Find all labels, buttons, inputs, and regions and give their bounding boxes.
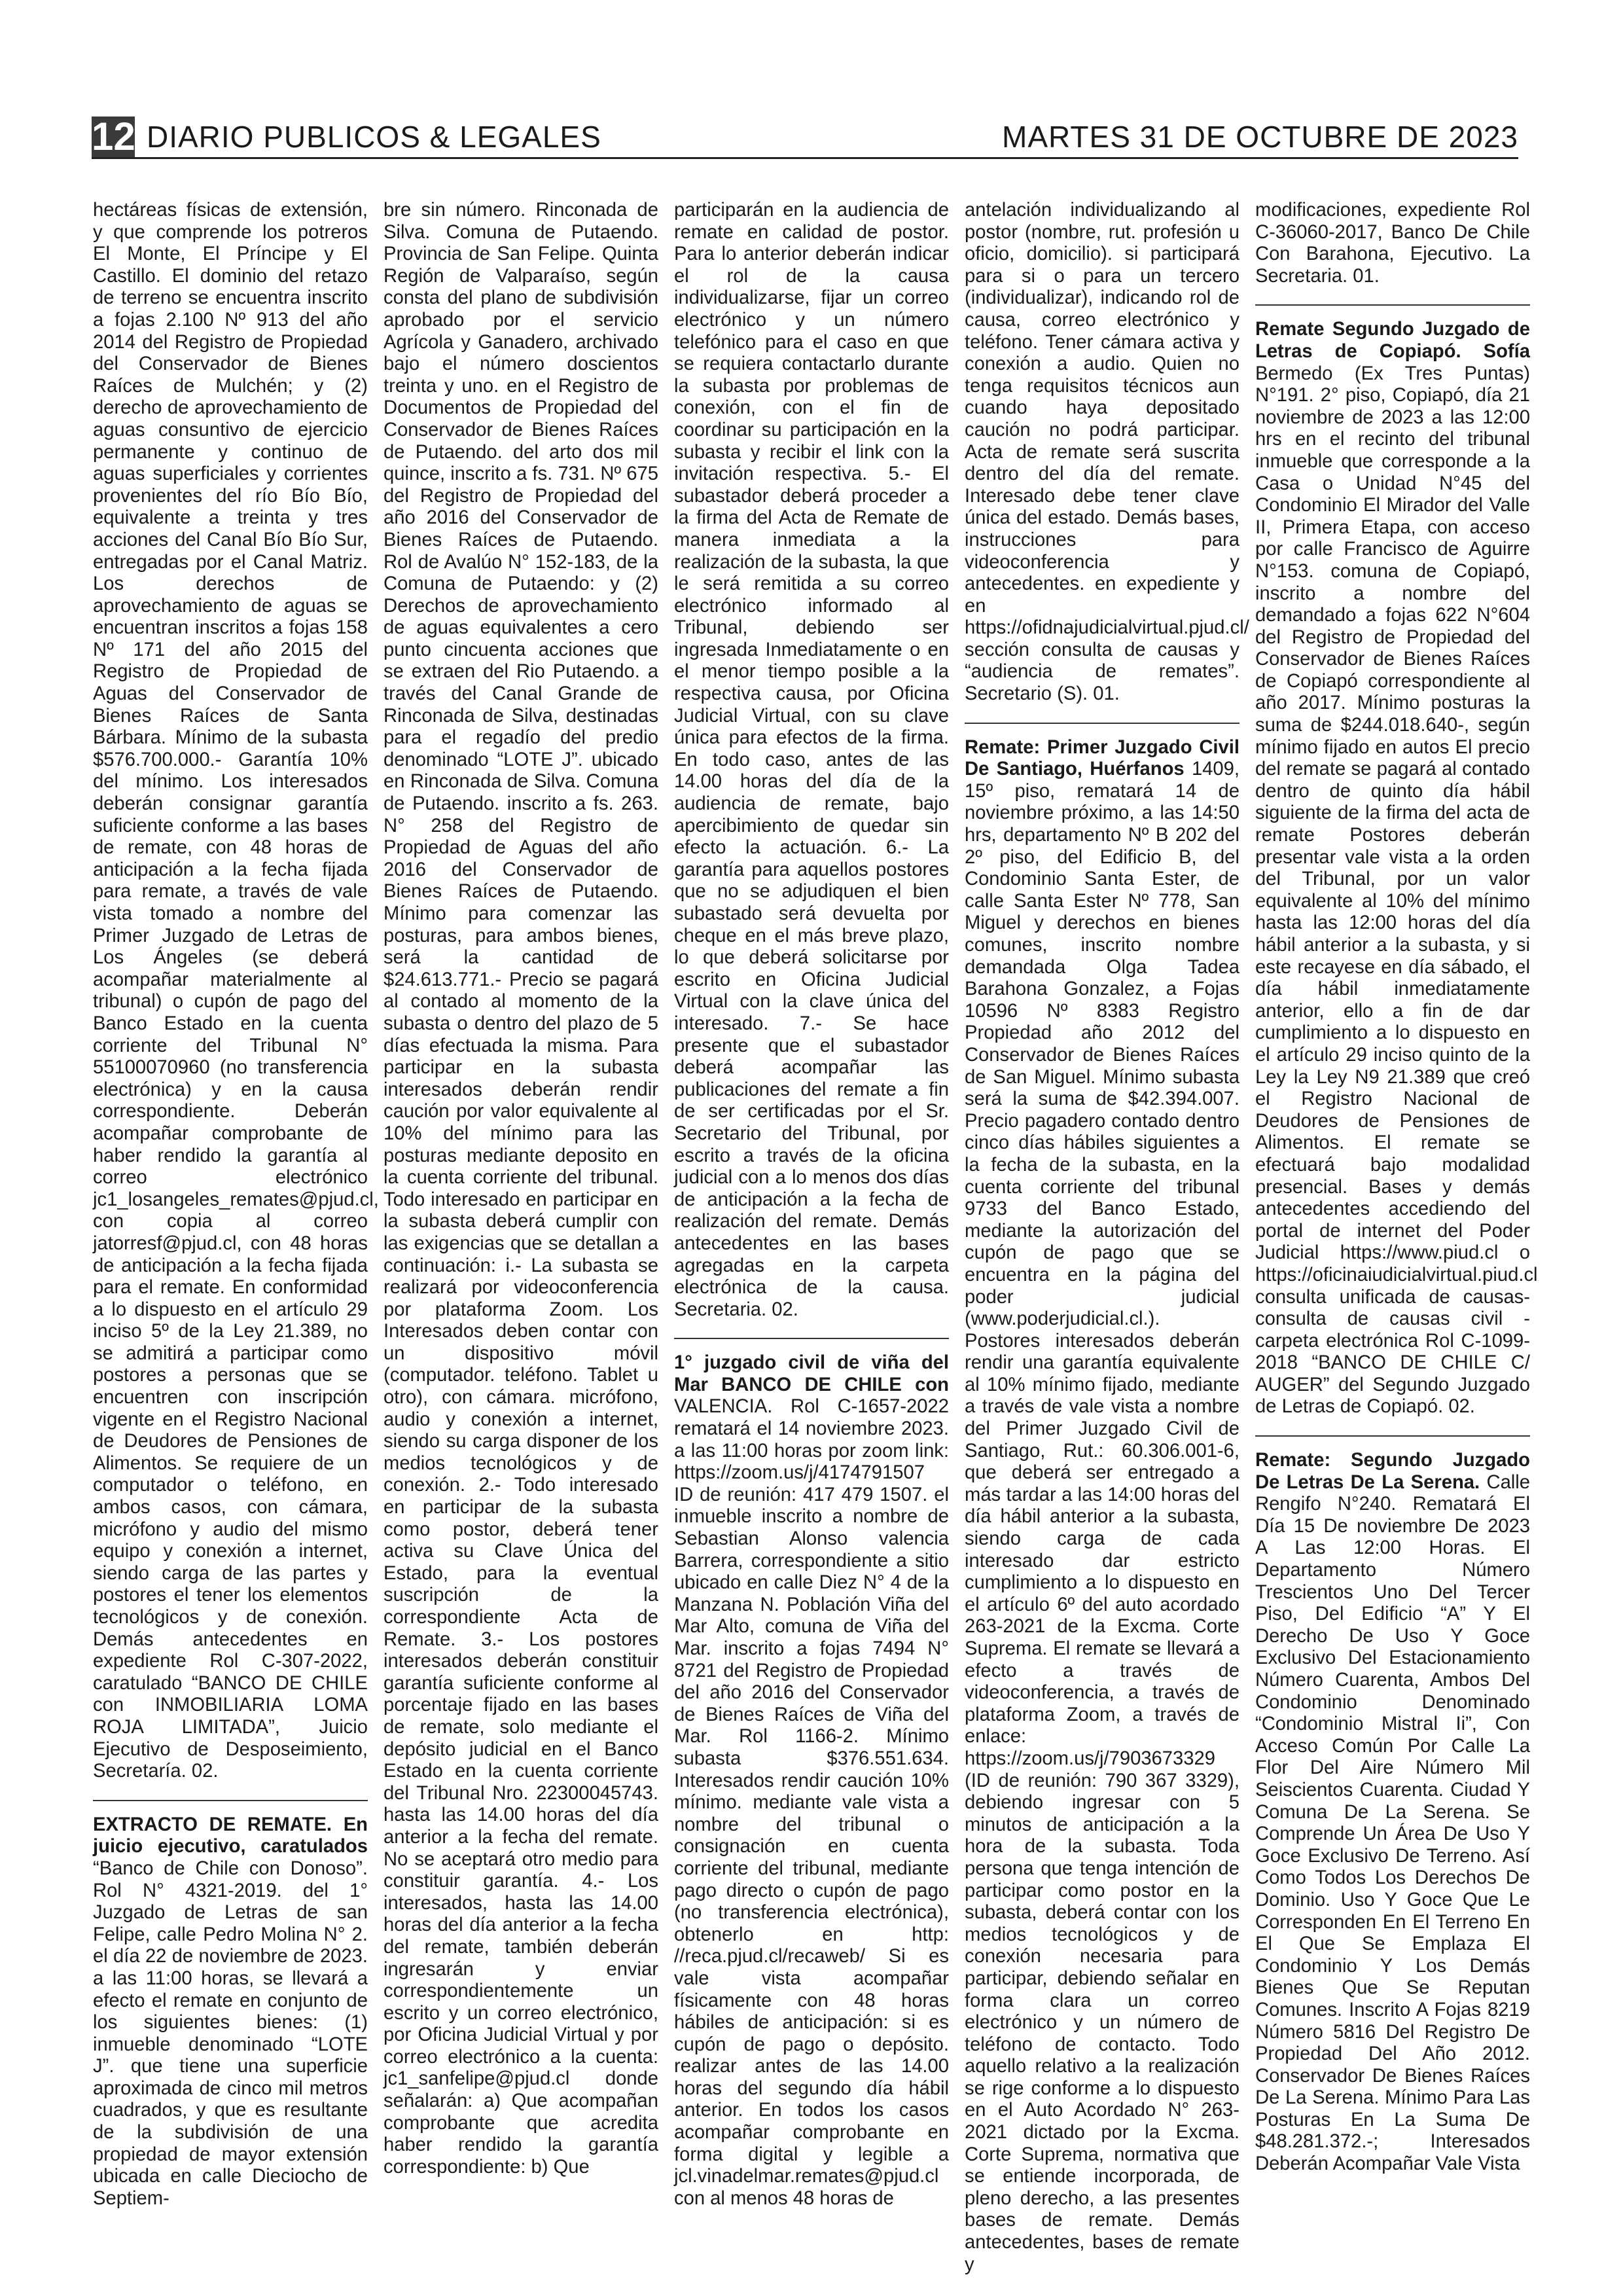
notice-text: bre sin número. Rinconada de Silva. Comuna de Putaendo. Provincia de San Felipe. Quinta Región de Valparaíso, según consta del plano de subdivisión aprobado por el servicio Agrícola y Ganadero, archivado bajo el número doscientos treinta y uno. en el Registro de Documentos de Propiedad del Conservador de Bienes Raíces de Putaendo. del arto dos mil quince, inscrito a fs. 731. Nº 675 del Registro de Propiedad del año 2016 del Conservador de Bienes Raíces de Putaendo. Rol de Avalúo N° 152-183, de la Comuna de Putaendo: y (2) Derechos de aprovechamiento de aguas equivalentes a cero punto cincuenta acciones que se extraen del Rio Putaendo. a través del Canal Grande de Rinconada de Silva, destinadas para el regadío del predio denominado “LOTE J”. ubicado en Rinconada de Silva. Comuna de Putaendo. inscrito a fs. 263. N° 258 del Registro de Propiedad de Aguas del año 2016 del Conservador de Bienes Raíces de Putaendo. Mínimo para comenzar las posturas, para ambos bienes, será la cantidad de $24.613.771.- Precio se pagará al contado al momento de la subasta o dentro del plazo de 5 días efectuada la misma. Para participar en la subasta interesados deberán rendir caución por valor equivalente al 10% del mínimo para las posturas mediante deposito en la cuenta corriente del tribunal. Todo interesado en participar en la subasta deberá cumplir con las exigencias que se detallan a continuación: i.- La subasta se realizará por videoconferencia por plataforma Zoom. Los Interesados deben contar con un dispositivo móvil (computador. teléfono. Tablet u otro), con cámara. micrófono, audio y conexión a internet, siendo su carga disponer de los medios tecnológicos y de conexión. 2.- Todo interesado en participar de la subasta como postor, deberá tener activa su Clave Única del Estado, para la eventual suscripción de la correspondiente Acta de Remate. 3.- Los postores interesados deberán constituir garantía suficiente conforme al porcentaje fijado en las bases de remate, solo mediante el depósito judicial en el Banco Estado en la cuenta corriente del Tribunal Nro. 22300045743. hasta las 14.00 horas del día anterior a la fecha del remate. No se aceptará otro medio para constituir garantía. 4.- Los interesados, hasta las 14.00 horas del día anterior a la fecha del remate, también deberán ingresarán y enviar correspondientemente un escrito y un correo electrónico, por Oficina Judicial Virtual y por correo electrónico a la cuenta: jc1_sanfelipe@pjud.cl donde señalarán: a) Que acompañan comprobante que acredita haber rendido la garantía correspondiente: b) Que [383,200,658,2178]
notice-divider [93,1800,368,1801]
notice-divider [674,1338,949,1339]
notice [1255,1450,1530,2176]
notice-divider [1255,1435,1530,1437]
notice-text: VALENCIA. Rol C-1657-2022 rematará el 14 noviembre 2023. a las 11:00 horas por zoom link: https://zoom.us/j/4174791507 ID de reunión: 417 479 1507. el inmueble inscrito a nombre de Sebastian Alonso valencia Barrera, correspondiente a sitio ubicado en calle Diez N° 4 de la Manzana N. Población Viña del Mar Alto, comuna de Viña del Mar. inscrito a fojas 7494 N° 8721 del Registro de Propiedad del año 2016 del Conservador de Bienes Raíces de Viña del Mar. Rol 1166-2. Mínimo subasta $376.551.634. Interesados rendir caución 10% mínimo. mediante vale vista a nombre del tribunal o consignación en cuenta corriente del tribunal, mediante pago directo o cupón de pago (no transferencia electrónica), obtenerlo en http: //reca.pjud.cl/recaweb/ Si es vale vista acompañar físicamente con 48 horas hábiles de anticipación: si es cupón de pago o depósito. realizar antes de las 14.00 horas del segundo día hábil anterior. En todos los casos acompañar comprobante en forma digital y legible a jcl.vinadelmar.remates@pjud.cl con al menos 48 horas de [674,1396,949,2209]
column-4 [965,200,1249,2275]
page-header [92,117,1518,159]
notice-text: modificaciones, expediente Rol C-36060-2017, Banco De Chile Con Barahona, Ejecutivo. La Secretaria. 01. [1255,200,1530,287]
notice [93,1814,368,2210]
newspaper-title: DIARIO PUBLICOS & LEGALES [147,120,601,154]
page-number: 12 [92,115,135,158]
notice-text: “Banco de Chile con Donoso”. Rol N° 4321-2019. del 1° Juzgado de Letras de san Felipe, calle Pedro Molina N° 2. el día 22 de noviembre de 2023. a las 11:00 horas, se llevará a efecto el remate en conjunto de los siguientes bienes: (1) inmueble denominado “LOTE J”. que tiene una superficie aproximada de cinco mil metros cuadrados, y que es resultante de la subdivisión de una propiedad de mayor extensión ubicada en calle Dieciocho de Septiem- [93,1857,368,2209]
notice-divider [1255,304,1530,306]
notice-text: hectáreas físicas de extensión, y que comprende los potreros El Monte, El Príncipe y El Castillo. El dominio del retazo de terreno se encuentra inscrito a fojas 2.100 Nº 913 del año 2014 del Registro de Propiedad del Conservador de Bienes Raíces de Mulchén; y (2) derecho de aprovechamiento de aguas consuntivo de ejercicio permanente y continuo de aguas superficiales y corrientes provenientes del río Bío Bío, equivalente a treinta y tres acciones del Canal Bío Bío Sur, entregadas por el Canal Matriz. Los derechos de aprovechamiento de aguas se encuentran inscritos a fojas 158 Nº 171 del año 2015 del Registro de Propiedad de Aguas del Conservador de Bienes Raíces de Santa Bárbara. Mínimo de la subasta $576.700.000.- Garantía 10% del mínimo. Los interesados deberán consignar garantía suficiente conforme a las bases de remate, con 48 horas de anticipación a la fecha fijada para remate, a través de vale vista tomado a nombre del Primer Juzgado de Letras de Los Ángeles (se deberá acompañar materialmente al tribunal) o cupón de pago del Banco Estado en la cuenta corriente del Tribunal N° 55100070960 (no transferencia electrónica) y en la causa correspondiente. Deberán acompañar comprobante de haber rendido la garantía al correo electrónico jc1_losangeles_remates@pjud.cl, con copia al correo jatorresf@pjud.cl, con 48 horas de anticipación a la fecha fijada para el remate. En conformidad a lo dispuesto en el artículo 29 inciso 5º de la Ley 21.389, no se admitirá a participar como postores a personas que se encuentren con inscripción vigente en el Registro Nacional de Deudores de Pensiones de Alimentos. Se requiere de un computador o teléfono, en ambos casos, con cámara, micrófono y audio del mismo equipo y conexión a internet, siendo carga de las partes y postores el tener los elementos tecnológicos y de conexión. Demás antecedentes en expediente Rol C-307-2022, caratulado “BANCO DE CHILE con INMOBILIARIA LOMA ROJA LIMITADA”, Juicio Ejecutivo de Desposeimiento, Secretaría. 02. [93,200,379,1782]
notice-text: participarán en la audiencia de remate en calidad de postor. Para lo anterior deberán indicar el rol de la causa individualizarse, fijar un correo electrónico y un número telefónico para el caso en que se requiera contactarlo durante la subasta por problemas de conexión, con el fin de coordinar su participación en la subasta y recibir el link con la invitación respectiva. 5.- El subastador deberá proceder a la firma del Acta de Remate de manera inmediata a la realización de la subasta, la que le será remitida a su correo electrónico informado al Tribunal, debiendo ser ingresada Inmediatamente o en el menor tiempo posible a la respectiva causa, por Oficina Judicial Virtual, con su clave única para efectos de la firma. En todo caso, antes de las 14.00 horas del día de la audiencia de remate, bajo apercibimiento de quedar sin efecto la actuación. 6.- La garantía para aquellos postores que no se adjudiquen el bien subastado será devuelta por cheque en el más breve plazo, lo que deberá solicitarse por escrito en Oficina Judicial Virtual con la clave única del interesado. 7.- Se hace presente que el subastador deberá acompañar las publicaciones del remate a fin de ser certificadas por el Sr. Secretario del Tribunal, por escrito a través de la oficina judicial con a lo menos dos días de anticipación a la fecha de realización del remate. Demás antecedentes en las bases agregadas en la carpeta electrónica de la causa. Secretaria. 02. [674,200,949,1320]
column-3 [674,200,949,2209]
notice-text: antelación individualizando al postor (nombre, rut. profesión u oficio, domicilio). si participará para si o para un tercero (individualizar), indicando rol de causa, correo electrónico y teléfono. Tener cámara activa y conexión a audio. Quien no tenga requisitos técnicos aun cuando haya depositado caución no podrá participar. Acta de remate será suscrita dentro del día del remate. Interesado debe tener clave única del estado. Demás bases, instrucciones para videoconferencia y antecedentes. en expediente y en https://ofidnajudicialvirtual.pjud.cl/ sección consulta de causas y “audiencia de remates”. Secretario (S). 01. [965,200,1249,705]
notice-text: Calle Rengifo N°240. Rematará El Día 15 De noviembre De 2023 A Las 12:00 Horas. El Departamento Número Trescientos Uno Del Tercer Piso, Del Edificio “A” Y El Derecho De Uso Y Goce Exclusivo Del Estacionamiento Número Cuarenta, Ambos Del Condominio Denominado “Condominio Mistral Ii”, Con Acceso Común Por Calle La Flor Del Aire Número Mil Seiscientos Cuarenta. Ciudad Y Comuna De La Serena. Se Comprende Un Área De Uso Y Goce Exclusivo De Terreno. Así Como Todos Los Derechos De Dominio. Uso Y Goce Que Le Corresponden En El Terreno En El Que Se Emplaza El Condominio Y Los Demás Bienes Que Se Reputan Comunes. Inscrito A Fojas 8219 Número 5816 Del Registro De Propiedad Del Año 2012. Conservador De Bienes Raíces De La Serena. Mínimo Para Las Posturas En La Suma De $48.281.372.-; Interesados Deberán Acompañar Vale Vista [1255,1471,1530,2175]
notice [965,737,1240,2276]
notice-heading: EXTRACTO DE REMATE. En juicio ejecutivo, caratulados [93,1814,368,1857]
notice-text: Bermedo (Ex Tres Puntas) N°191. 2° piso, Copiapó, día 21 noviembre de 2023 a las 12:00 hrs en el recinto del tribunal inmueble que corresponde a la Casa o Unidad N°45 del Condominio El Mirador del Valle II, Primera Etapa, con acceso por calle Francisco de Aguirre N°153. comuna de Copiapó, inscrito a nombre del demandado a fojas 622 N°604 del Registro de Propiedad del Conservador de Bienes Raíces de Copiapó correspondiente al año 2017. Mínimo posturas la suma de $244.018.640-, según mínimo fijado en autos El precio del remate se pagará al contado dentro de quinto día hábil siguiente de la firma del acta de remate Postores deberán presentar vale vista a la orden del Tribunal, por un valor equivalente al 10% del mínimo hasta las 12:00 horas del día hábil anterior a la subasta, y si este recayese en día sábado, el día hábil inmediatamente anterior, ello a fin de dar cumplimiento a lo dispuesto en el artículo 29 inciso quinto de la Ley la Ley N9 21.389 que creó el Registro Nacional de Deudores de Pensiones de Alimentos. El remate se efectuará bajo modalidad presencial. Bases y demás antecedentes accediendo del portal de internet del Poder Judicial https://www.piud.cl o https://oficinaiudicialvirtual.piud.cl consulta unificada de causas- consulta de causas civil - carpeta electrónica Rol C-1099-2018 “BANCO DE CHILE C/ AUGER” del Segundo Juzgado de Letras de Copiapó. 02. [1255,363,1538,1418]
notice-divider [965,723,1240,724]
column-1 [93,200,379,2209]
notice-heading: Remate Segundo Juzgado de Letras de Copiapó. Sofía [1255,319,1530,362]
notice [674,1352,949,2210]
column-5 [1255,200,1538,2196]
column-2 [383,200,658,2196]
notice-heading: Remate: Primer Juzgado Civil De Santiago, Huérfanos [965,736,1240,780]
notice-text: 1409, 15º piso, rematará 14 de noviembre próximo, a las 14:50 hrs, departamento Nº B 202 del 2º piso, del Edificio B, del Condominio Santa Ester, de calle Santa Ester Nº 778, San Miguel y derechos en bienes comunes, inscrito nombre demandada Olga Tadea Barahona Gonzalez, a Fojas 10596 Nº 8383 Registro Propiedad año 2012 del Conservador de Bienes Raíces de San Miguel. Mínimo subasta será la suma de $42.394.007. Precio pagadero contado dentro cinco días hábiles siguientes a la fecha de la subasta, en la cuenta corriente del tribunal 9733 del Banco Estado, mediante la autorización del cupón de pago que se encuentra en la página del poder judicial (www.poderjudicial.cl.). Postores interesados deberán rendir una garantía equivalente al 10% mínimo fijado, mediante a través de vale vista a nombre del Primer Juzgado Civil de Santiago, Rut.: 60.306.001-6, que deberá ser entregado a más tardar a las 14:00 horas del día hábil anterior a la subasta, siendo carga de cada interesado dar estricto cumplimiento a lo dispuesto en el artículo 6º del auto acordado 263-2021 de la Excma. Corte Suprema. El remate se llevará a efecto a través de videoconferencia, a través de plataforma Zoom, a través de enlace: https://zoom.us/j/7903673329 (ID de reunión: 790 367 3329), debiendo ingresar con 5 minutos de anticipación a la hora de la subasta. Toda persona que tenga intención de participar como postor en la subasta, deberá contar con los medios tecnológicos y de conexión necesaria para participar, debiendo señalar en forma clara un correo electrónico y un número de teléfono de contacto. Todo aquello relativo a la realización se rige conforme a lo dispuesto en el Auto Acordado N° 263-2021 dictado por la Excma. Corte Suprema, normativa que se entiende incorporada, de pleno derecho, a las presentes bases de remate. Demás antecedentes, bases de remate y [965,759,1240,2275]
issue-date: MARTES 31 DE OCTUBRE DE 2023 [1002,120,1518,154]
notice-heading: Remate: Segundo Juzgado De Letras De La Serena. [1255,1450,1530,1493]
notice [1255,319,1538,1418]
notice-heading: 1° juzgado civil de viña del Mar BANCO DE CHILE con [674,1352,949,1395]
